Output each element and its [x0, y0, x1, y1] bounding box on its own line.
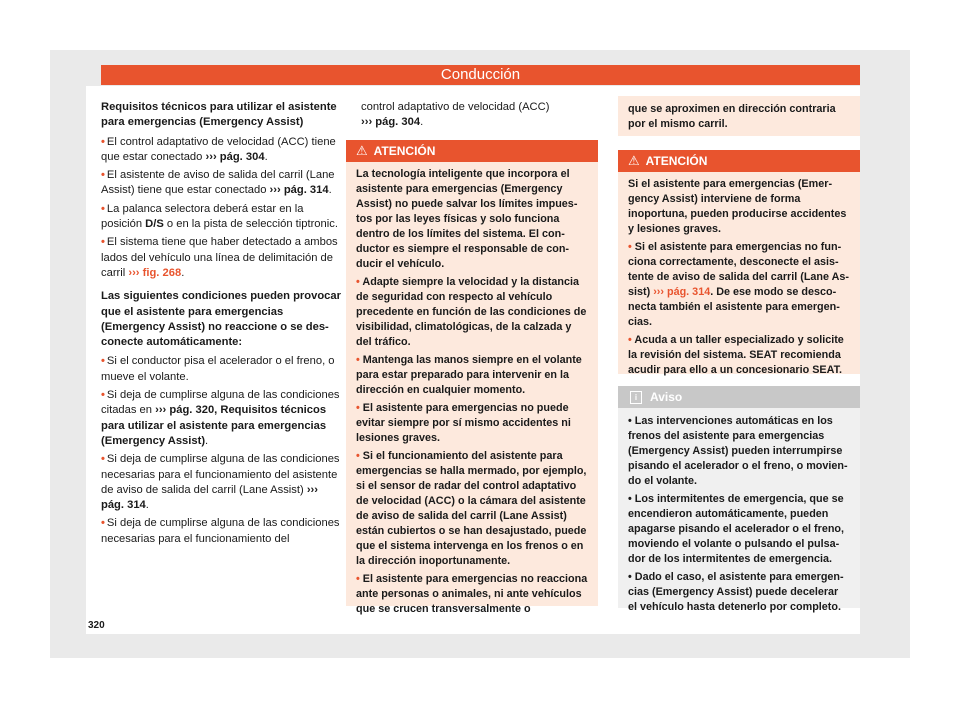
warning-header: ⚠ ATENCIÓN — [618, 150, 860, 172]
list-item: • Si deja de cumplirse alguna de las condiciones necesarias para el funcionamiento del asistente de aviso de salida del carril (Lane Assist) ››› pág. 314. — [101, 453, 340, 512]
warning-triangle-icon: ⚠ — [356, 143, 368, 158]
continued-text: control adaptativo de velocidad (ACC) ››› pág. 304. — [361, 101, 550, 129]
bullet-icon: • — [356, 450, 363, 462]
warning-bullet: • El asistente para emergencias no puede evitar siempre por sí mismo accidentes ni lesiones graves. — [356, 402, 571, 444]
page-reference[interactable]: ››› pág. 304 — [205, 150, 265, 163]
warning-box-right — [618, 150, 860, 374]
warning-content — [618, 172, 860, 384]
bullet-icon: • — [628, 241, 635, 253]
warning-continued-box — [618, 96, 860, 136]
column-left — [101, 100, 341, 550]
warning-bullet: • Mantenga las manos siempre en el volante para estar preparado para intervenir en la dirección en cualquier momento. — [356, 354, 582, 396]
warning-bullet: • Acuda a un taller especializado y solicite la revisión del sistema. SEAT recomienda acudir para ello a un concesionario SEAT. — [628, 334, 844, 376]
page-reference[interactable]: ››› pág. 320, Requisitos técnicos para utilizar el asistente para emergencias (Emergency Assist) — [101, 404, 327, 447]
warning-content — [346, 162, 598, 623]
bullet-icon: • — [628, 415, 635, 427]
bullet-icon: • — [356, 573, 363, 585]
bullet-icon: • — [101, 517, 105, 530]
bullet-icon: • — [101, 236, 105, 249]
bullet-icon: • — [101, 355, 105, 368]
list-item: • Si deja de cumplirse alguna de las condiciones citadas en ››› pág. 320, Requisitos técnicos para utilizar el asistente para emergencias (Emergency Assist). — [101, 389, 340, 447]
warning-triangle-icon: ⚠ — [628, 153, 640, 168]
list-item: • La palanca selectora deberá estar en la posición D/S o en la pista de selección tiptronic. — [101, 202, 338, 231]
note-header: i Aviso — [618, 386, 860, 408]
section-heading-requirements: Requisitos técnicos para utilizar el asistente para emergencias (Emergency Assist) — [101, 101, 337, 129]
chapter-header: Conducción — [101, 65, 860, 85]
figure-reference[interactable]: ››› fig. 268 — [128, 266, 182, 279]
warning-bullet: • Si el asistente para emergencias no funciona correctamente, desconecte el asistente de aviso de salida del carril (Lane Assist) ››› pág. 314. De ese modo se desconecta también el asistente para emergencias. — [628, 241, 850, 328]
conditions-list — [101, 354, 341, 547]
list-item: • Si deja de cumplirse alguna de las condiciones necesarias para el funcionamiento del — [101, 517, 340, 545]
page-reference[interactable]: ››› pág. 314 — [653, 286, 711, 298]
bullet-icon: • — [101, 169, 105, 182]
bullet-icon: • — [628, 493, 635, 505]
bullet-icon: • — [356, 354, 363, 366]
warning-bullet: • Si el funcionamiento del asistente para emergencias se halla mermado, por ejemplo, si el sensor de radar del control adaptativo de velocidad (ACC) o la cámara del asistente de aviso de salida del carril (Lane Assist) están cubiertos o se han desajustado, puede que el sistema intervenga en los frenos o en la dirección inoportunamente. — [356, 450, 587, 567]
bullet-icon: • — [628, 334, 635, 346]
warning-header: ⚠ ATENCIÓN — [346, 140, 598, 162]
bullet-icon: • — [101, 135, 105, 148]
note-bullet: • Dado el caso, el asistente para emergencias (Emergency Assist) puede decelerar el vehículo hasta detenerlo por completo. — [628, 571, 844, 613]
list-item: • Si el conductor pisa el acelerador o el freno, o mueve el volante. — [101, 355, 335, 383]
info-icon: i — [630, 391, 642, 404]
bullet-icon: • — [628, 571, 635, 583]
note-bullet: • Las intervenciones automáticas en los frenos del asistente para emergencias (Emergency Assist) pueden interrumpirse pisando el acelerador o el freno, o moviendo el volante. — [628, 415, 848, 487]
note-bullet: • Los intermitentes de emergencia, que se encendieron automáticamente, pueden apagarse pisando el acelerador o el freno, moviendo el volante o pulsando el pulsador de los intermitentes de emergencia. — [628, 493, 845, 565]
warning-continued-text: que se aproximen en dirección contraria por el mismo carril. — [628, 103, 836, 130]
warning-paragraph: La tecnología inteligente que incorpora el asistente para emergencias (Emergency Assist) no puede salvar los límites impuestos por las leyes físicas y solo funciona dentro de los límites del sistema. El conductor es siempre el responsable de conducir el vehículo. — [356, 168, 578, 270]
selector-position: D/S — [145, 218, 164, 231]
note-box — [618, 386, 860, 613]
requirements-list — [101, 135, 341, 282]
list-item: • El control adaptativo de velocidad (ACC) tiene que estar conectado ››› pág. 304. — [101, 135, 336, 163]
bullet-icon: • — [101, 202, 105, 215]
note-content — [618, 408, 860, 621]
bullet-icon: • — [101, 389, 105, 402]
list-item: • El sistema tiene que haber detectado a ambos lados del vehículo una línea de delimitación de carril ››› fig. 268. — [101, 236, 338, 279]
page-reference[interactable]: ››› pág. 314 — [101, 483, 319, 512]
column-middle — [361, 100, 598, 131]
page-reference[interactable]: ››› pág. 314 — [269, 184, 329, 197]
warning-box-middle — [346, 140, 598, 615]
section-heading-conditions: Las siguientes condiciones pueden provocar que el asistente para emergencias (Emergency Assist) no reaccione o se desconecte automáticamente: — [101, 290, 341, 349]
warning-bullet: • Adapte siempre la velocidad y la distancia de seguridad con respecto al vehículo precedente en función de las condiciones de visibilidad, climatológicas, de la calzada y del tráfico. — [356, 276, 587, 348]
warning-paragraph: Si el asistente para emergencias (Emergency Assist) interviene de forma inoportuna, pueden producirse accidentes y lesiones graves. — [628, 178, 847, 235]
page-reference[interactable]: ››› pág. 304 — [361, 116, 421, 129]
list-item: • El asistente de aviso de salida del carril (Lane Assist) tiene que estar conectado ››› pág. 314. — [101, 169, 335, 197]
bullet-icon: • — [101, 453, 105, 466]
warning-bullet: • El asistente para emergencias no reacciona ante personas o animales, ni ante vehículos que se crucen transversalmente o — [356, 573, 588, 615]
bullet-icon: • — [356, 402, 363, 414]
page-number: 320 — [88, 620, 105, 631]
bullet-icon: • — [356, 276, 363, 288]
